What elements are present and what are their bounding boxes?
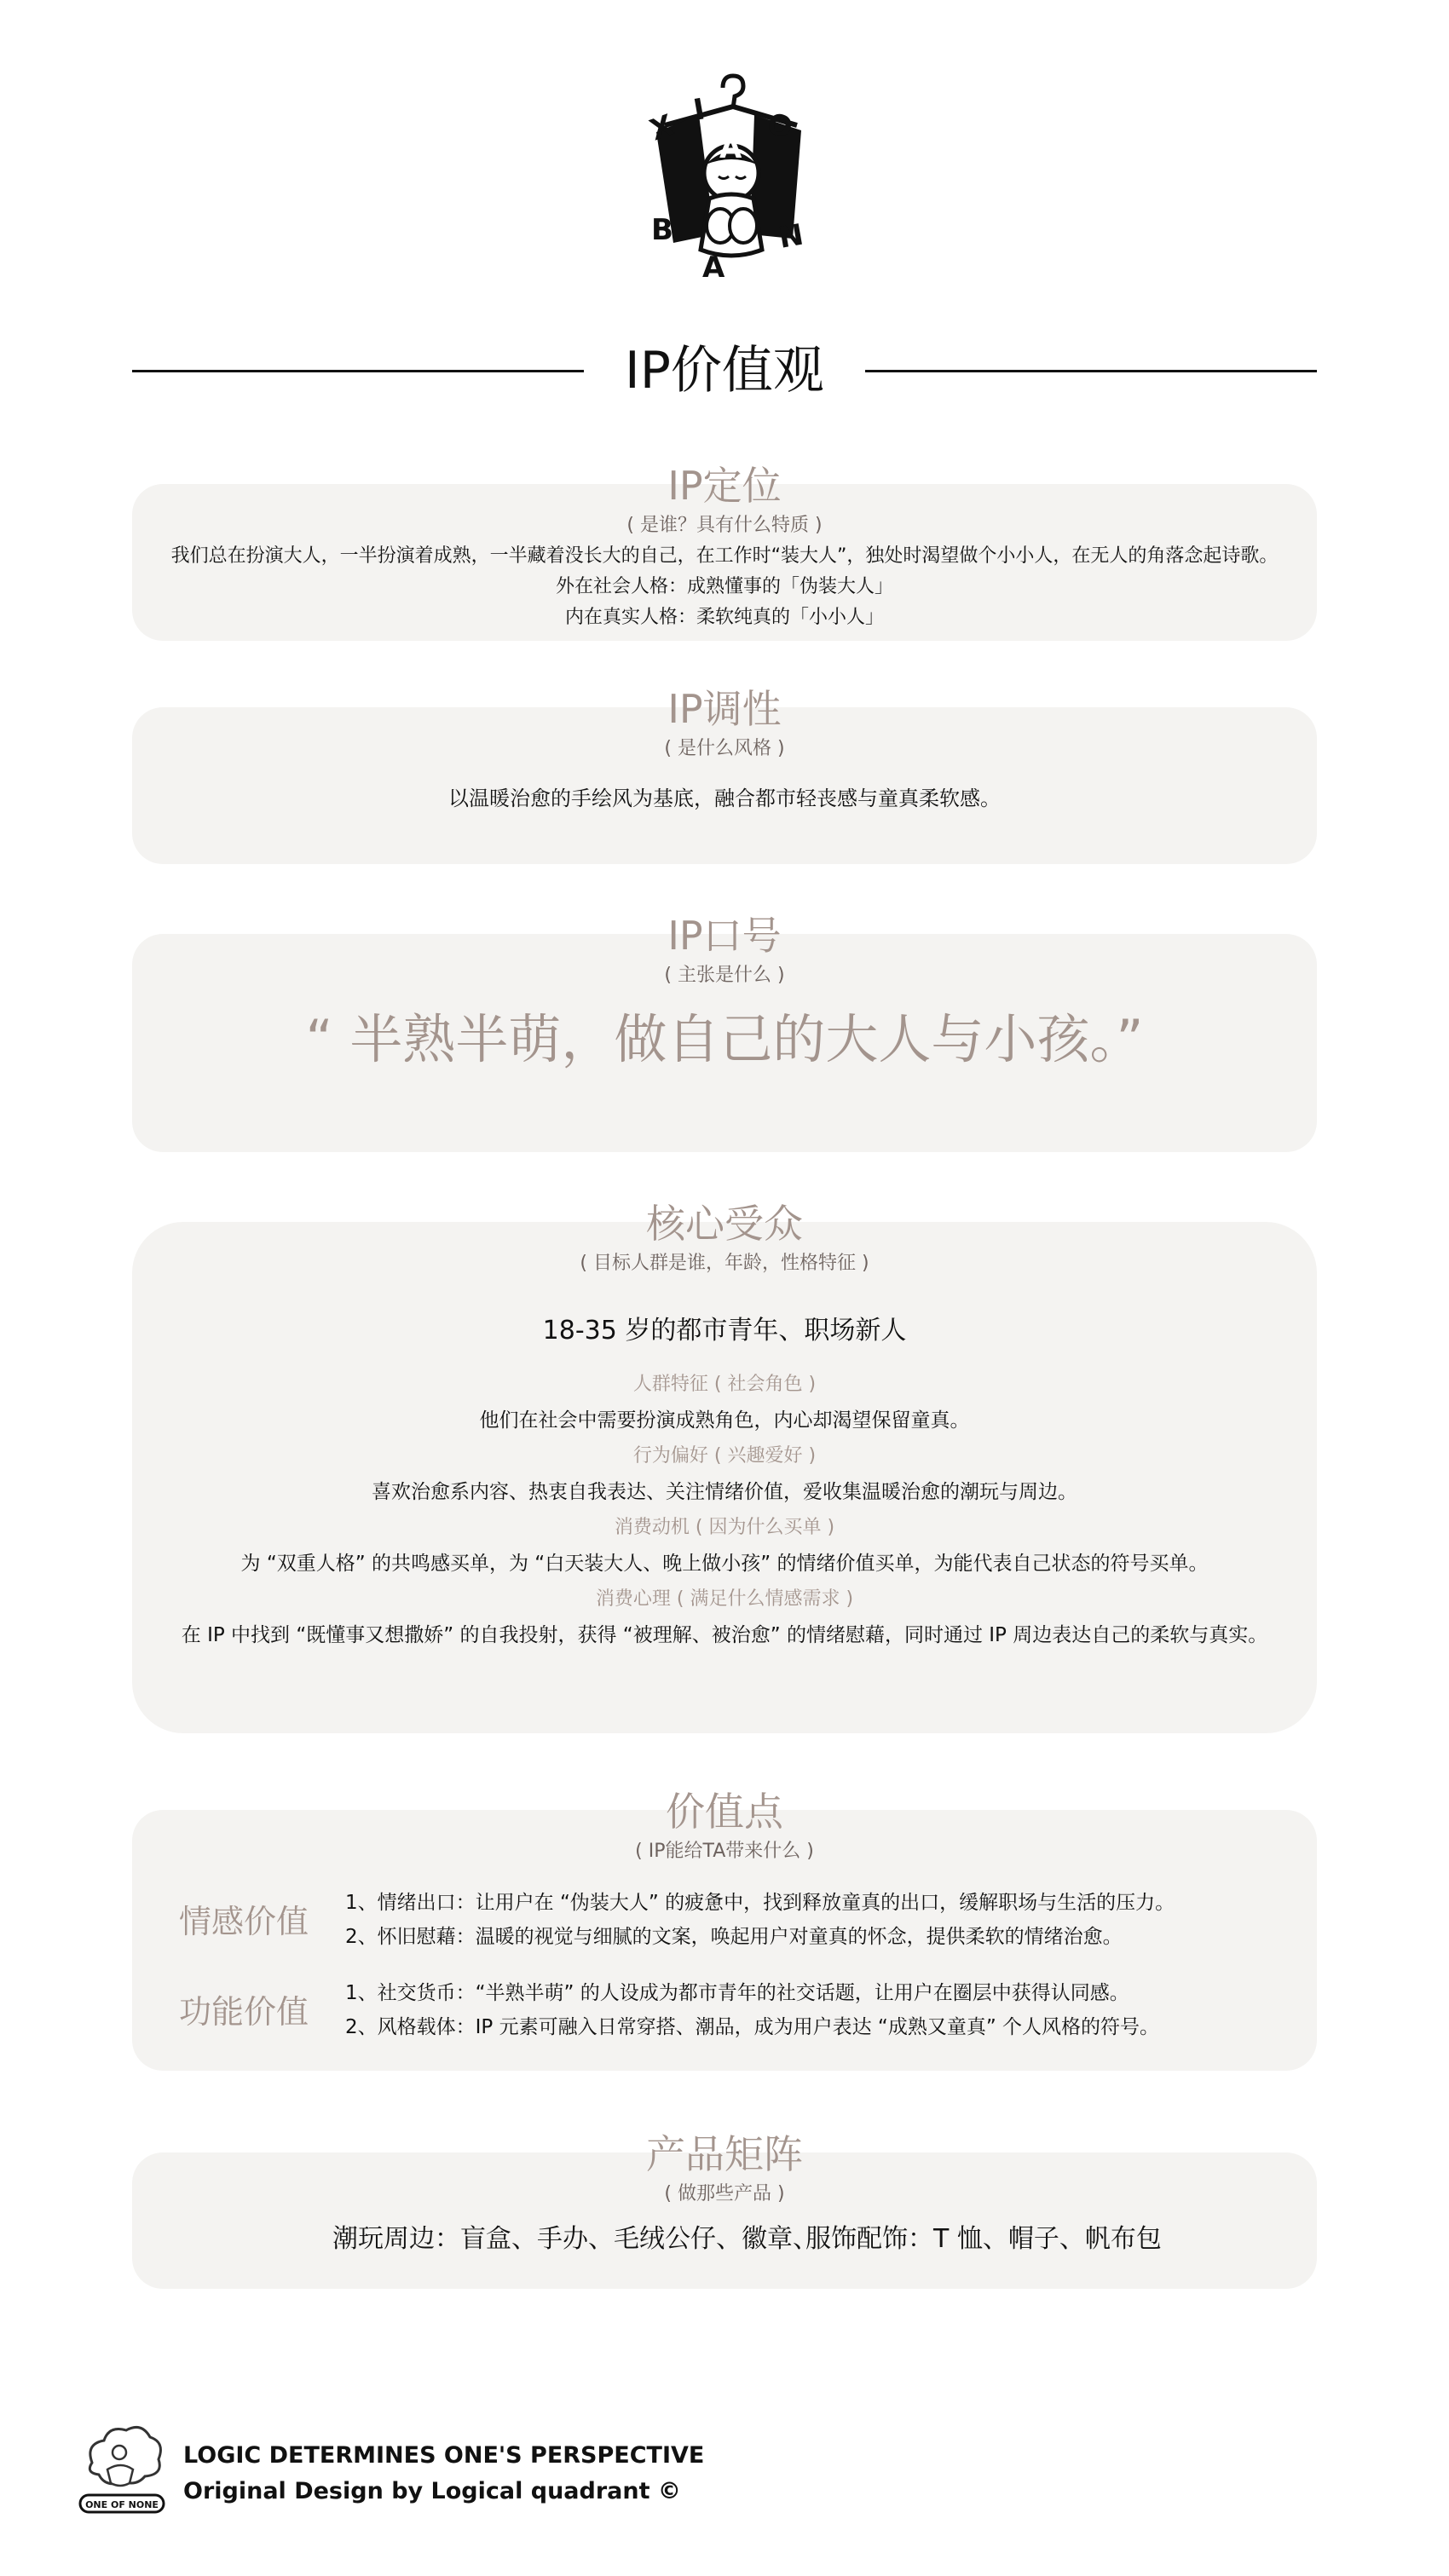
audience-group-label-4: 消费心理 ( 满足什么情感需求 ) (595, 1588, 854, 1610)
tone-line: 以温暖治愈的手绘风为基底，融合都市轻丧感与童真柔软感。 (448, 787, 1001, 810)
audience-group-text-4: 在 IP 中找到 “既懂事又想撒娇” 的自我投射，获得 “被理解、被治愈” 的情绪慰藉，同时通过 IP 周边表达自己的柔软与真实。 (181, 1624, 1268, 1646)
audience-group-text-1: 他们在社会中需要扮演成熟角色，内心却渴望保留童真。 (479, 1409, 970, 1432)
brand-logo (639, 72, 818, 294)
audience-group-text-2: 喜欢治愈系内容、热衷自我表达、关注情绪价值，爱收集温暖治愈的潮玩与周边。 (372, 1481, 1077, 1503)
slogan-text: “ 半熟半萌，做自己的大人与小孩。” (305, 1008, 1144, 1070)
slogan-title: IP口号 (667, 913, 782, 959)
audience-group-label-1: 人群特征 ( 社会角色 ) (632, 1374, 817, 1395)
audience-group-label-2: 行为偏好 ( 兴趣爱好 ) (632, 1445, 817, 1467)
tone-title: IP调性 (667, 686, 782, 732)
positioning-line-3: 内在真实人格：柔软纯真的「小小人」 (564, 607, 884, 628)
slogan-card (132, 913, 1317, 1152)
functional-value-label: 功能价值 (179, 1993, 309, 2031)
audience-headline: 18-35 岁的都市青年、职场新人 (542, 1316, 907, 1346)
audience-card (132, 1201, 1317, 1733)
emotional-value-label: 情感价值 (179, 1903, 309, 1940)
products-subtitle: ( 做那些产品 ) (664, 2183, 785, 2204)
audience-group-label-3: 消费动机 ( 因为什么买单 ) (614, 1517, 835, 1538)
page-title: IP价值观 (625, 341, 824, 401)
emotional-value-item-2: 2、怀旧慰藉：温暖的视觉与细腻的文案，唤起用户对童真的怀念，提供柔软的情绪治愈。 (345, 1926, 1123, 1948)
audience-title: 核心受众 (646, 1201, 803, 1247)
positioning-line-2: 外在社会人格：成熟懂事的「伪装大人」 (555, 576, 893, 597)
slogan-subtitle: ( 主张是什么 ) (664, 965, 785, 986)
emotional-value-item-1: 1、情绪出口：让用户在 “伪装大人” 的疲惫中，找到释放童真的出口，缓解职场与生活的压力。 (345, 1892, 1175, 1914)
logo-letter-a2: A (702, 251, 725, 285)
products-toys: 潮玩周边：盲盒、手办、毛绒公仔、徽章、 (332, 2224, 818, 2254)
value-subtitle: ( IP能给TA带来什么 ) (635, 1841, 814, 1862)
logo-letter-a: A (719, 131, 742, 165)
logo-letter-o: O (763, 107, 796, 147)
logo-letter-b: B (651, 213, 673, 247)
products-apparel: 服饰配饰：T 恤、帽子、帆布包 (805, 2224, 1162, 2254)
value-card (132, 1789, 1317, 2071)
positioning-line-1: 我们总在扮演大人，一半扮演着成熟，一半藏着没长大的自己，在工作时“装大人”，独处时渴望做个小小人，在无人的角落念起诗歌。 (170, 545, 1279, 567)
footer-tagline: LOGIC DETERMINES ONE'S PERSPECTIVE (183, 2442, 705, 2469)
main-title-block (132, 332, 1317, 409)
footer-logo (75, 2420, 169, 2514)
positioning-subtitle: ( 是谁？具有什么特质 ) (626, 515, 823, 536)
tone-card (132, 686, 1317, 864)
products-card (132, 2131, 1317, 2289)
functional-value-item-2: 2、风格载体：IP 元素可融入日常穿搭、潮品，成为用户表达 “成熟又童真” 个人风格的符号。 (345, 2016, 1160, 2038)
logo-letter-i: I (690, 92, 708, 128)
footer-credit: Original Design by Logical quadrant © (183, 2478, 681, 2504)
tone-subtitle: ( 是什么风格 ) (664, 738, 785, 759)
positioning-card (132, 463, 1317, 641)
footer-badge-text: ONE OF NONE (85, 2499, 159, 2510)
functional-value-item-1: 1、社交货币：“半熟半萌” 的人设成为都市青年的社交话题，让用户在圈层中获得认同感。 (345, 1982, 1129, 2004)
value-title: 价值点 (666, 1789, 783, 1835)
audience-group-text-3: 为 “双重人格” 的共鸣感买单，为 “白天装大人、晚上做小孩” 的情绪价值买单，为能代表自己状态的符号买单。 (240, 1553, 1209, 1575)
products-title: 产品矩阵 (646, 2131, 803, 2177)
audience-subtitle: ( 目标人群是谁，年龄，性格特征 ) (580, 1253, 869, 1274)
logo-letter-x: X (645, 107, 678, 148)
logo-letter-n: N (776, 217, 806, 256)
positioning-title: IP定位 (667, 463, 782, 509)
